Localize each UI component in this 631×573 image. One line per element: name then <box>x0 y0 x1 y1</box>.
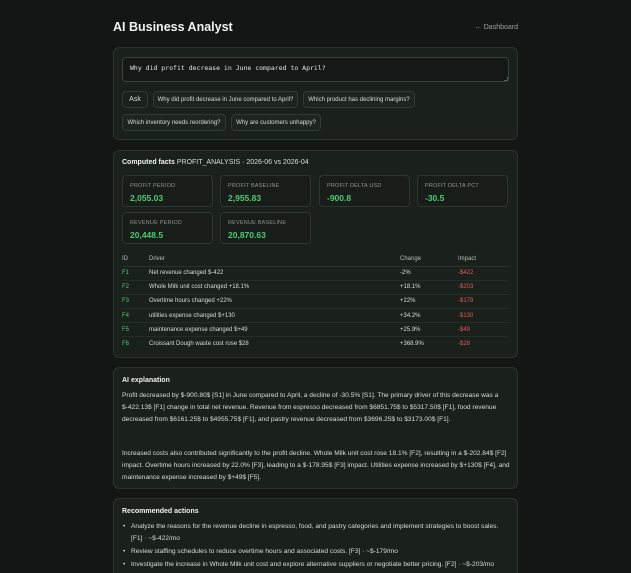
metric-revenue-period <box>122 212 213 244</box>
cell-impact: -$28 <box>458 341 471 348</box>
metric-value: 20,870.63 <box>228 230 266 240</box>
table-header-row <box>122 252 509 266</box>
table-row <box>122 323 509 337</box>
cell-id: F2 <box>122 280 149 294</box>
metric-revenue-baseline <box>220 212 311 244</box>
cell-impact: -$203 <box>458 280 509 294</box>
metric-label: PROFIT PERIOD <box>130 183 176 189</box>
metric-value: 2,055.03 <box>130 193 164 203</box>
cell-driver: maintenance expense changed $+49 <box>149 323 400 337</box>
suggestion-button[interactable]: Why are customers unhappy? <box>231 114 321 131</box>
metric-label: PROFIT DELTA USD <box>327 183 382 189</box>
cell-impact: -$130 <box>458 309 509 323</box>
list-item: • Investigate the increase in Whole Milk unit cost and explore alternative suppliers or negotiate better pricing. [F2] · ~$-203/mo <box>123 559 511 571</box>
metric-value: -900.8 <box>327 193 352 203</box>
table-row <box>122 294 509 308</box>
column-header-change: Change <box>400 252 458 266</box>
ask-button[interactable]: Ask <box>122 91 148 108</box>
table-row <box>122 309 509 323</box>
column-header-driver: Driver <box>149 252 400 266</box>
cell-change: +25.9% <box>400 323 458 337</box>
cell-change: +34.2% <box>400 309 458 323</box>
suggestion-button[interactable]: Which product has declining margins? <box>303 91 415 108</box>
computed-facts-panel <box>113 150 518 358</box>
drivers-table <box>122 252 509 351</box>
cell-change: +368.9% <box>400 341 424 348</box>
actions-title: Recommended actions <box>122 508 199 515</box>
metric-profit-baseline <box>220 175 311 207</box>
cell-impact: -$422 <box>458 266 509 280</box>
metric-label: REVENUE PERIOD <box>130 220 183 226</box>
cell-id: F3 <box>122 294 149 308</box>
list-item: • Analyze the reasons for the revenue decline in espresso, food, and pastry categories and implement strategies to boost sales. [F1] · ~$-422/mo <box>123 521 511 544</box>
metric-value: 20,448.5 <box>130 230 164 240</box>
cell-id: F4 <box>122 309 149 323</box>
metric-label: REVENUE BASELINE <box>228 220 287 226</box>
column-header-impact: Impact <box>458 252 509 266</box>
page-header <box>113 20 518 34</box>
metric-label: PROFIT BASELINE <box>228 183 280 189</box>
list-item: • Review staffing schedules to reduce overtime hours and associated costs. [F3] · ~$-179/mo <box>123 546 511 558</box>
cell-impact: -$49 <box>458 323 509 337</box>
metric-profit-period <box>122 175 213 207</box>
cell-driver: Net revenue changed $-422 <box>149 266 400 280</box>
table-row <box>122 337 509 351</box>
table-row <box>122 266 509 280</box>
ask-panel <box>113 47 518 140</box>
cell-change: -2% <box>400 266 458 280</box>
facts-heading: Computed facts <box>122 159 175 166</box>
metric-value: 2,955.83 <box>228 193 262 203</box>
dashboard-link[interactable]: ← Dashboard <box>474 23 518 31</box>
cell-impact: -$179 <box>458 294 509 308</box>
question-input[interactable]: Why did profit decrease in June compared to April? <box>122 57 509 82</box>
column-header-id: ID <box>122 252 149 266</box>
metric-profit-delta-usd <box>319 175 410 207</box>
metric-label: PROFIT DELTA PCT <box>425 183 479 189</box>
metric-value: -30.5 <box>425 193 445 203</box>
explanation-paragraph: Increased costs also contributed significantly to the profit decline. Whole Milk unit cost rose 18.1% [F2], resulting in a $-202.84$ [F2] impact. Overtime hours increased by 22.0% [F3], leading to a $-178.95$ [F3] impact. Utilities expense increased by $+130$ [F4], and maintenance expense increased by $+49$ [F5]. <box>122 450 510 481</box>
cell-driver: Whole Milk unit cost changed +18.1% <box>149 280 400 294</box>
cell-driver: utilities expense changed $+130 <box>149 309 400 323</box>
cell-driver: Croissant Dough waste cost rose $28 <box>149 341 249 348</box>
metric-profit-delta-pct <box>417 175 508 207</box>
recommended-actions-panel <box>113 498 518 573</box>
actions-list <box>123 521 511 572</box>
facts-subtitle: PROFIT_ANALYSIS · 2026-06 vs 2026-04 <box>176 159 309 166</box>
cell-change: +22% <box>400 294 458 308</box>
suggestion-button[interactable]: Which inventory needs reordering? <box>122 114 226 131</box>
cell-id: F6 <box>122 341 130 348</box>
resize-handle-icon[interactable] <box>504 77 508 81</box>
facts-title <box>122 159 309 166</box>
ai-explanation-panel <box>113 367 518 489</box>
table-row <box>122 280 509 294</box>
cell-change: +18.1% <box>400 280 458 294</box>
page-title: AI Business Analyst <box>113 20 233 34</box>
cell-driver: Overtime hours changed +22% <box>149 294 400 308</box>
explanation-title: AI explanation <box>122 377 170 384</box>
suggestion-button[interactable]: Why did profit decrease in June compared to April? <box>153 91 298 108</box>
explanation-paragraph: Profit decreased by $-900.80$ [S1] in June compared to April, a decline of -30.5% [S1]. The primary driver of this decrease was a $-422.13$ [F1] change in total net revenue. Revenue from espresso decreased from $6851.75$ to $5317.50$ [F1], food revenue decreased from $6161.25$ to $4955.75$ [F1], and pastry revenue decreased from $3696.25$ to $3173.00$ [F1]. <box>122 392 499 423</box>
cell-id: F1 <box>122 266 149 280</box>
cell-id: F5 <box>122 323 149 337</box>
